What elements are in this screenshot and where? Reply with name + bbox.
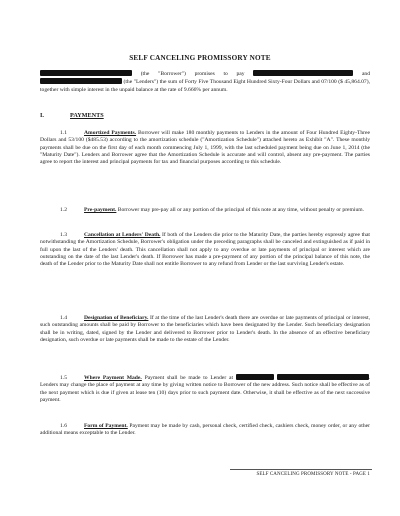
paragraph-text: Borrower may pre-pay all or any portion of the principal of this note at any time, without penalty or premium. — [116, 207, 364, 213]
paragraph-text: If at the time of the last Lender's death there are overdue or late payments of principal or interest, such outstanding amounts shall be paid by Borrower to the beneficiaries which have been designated by the Lender. Such beneficiary designation shall be in writing, dated, signed by the Lender and delivered to Borrower prior to Lender's death. In the absence of an effective beneficiary designation, such overdue or late payments shall be made to the estate of the Lender. — [40, 315, 371, 344]
paragraph-heading: Amortized Payments. — [84, 130, 137, 136]
paragraph-text-continued: . Lenders may change the place of payment at any time by giving written notice to Borrower of the new address. Such notice shall be effective as of the next payment which is due if given at lease ten (10) days prior to such payment date. Otherwise, it shall be effective as of the next successive payment. — [40, 375, 370, 404]
paragraph-1-2 — [40, 207, 370, 214]
paragraph-number: 1.2 — [60, 207, 67, 213]
intro-text-2: and — [361, 71, 371, 77]
paragraph-heading: Where Payment Made. — [84, 375, 142, 381]
paragraph-1-3 — [40, 232, 370, 269]
intro-paragraph — [40, 70, 370, 94]
paragraph-number: 1.3 — [60, 232, 67, 238]
redacted-lender-name-2 — [40, 78, 122, 84]
paragraph-text: Payment may be made by cash, personal check, certified check, cashiers check, money order, or any other additional means exceptable to the Lender. — [40, 423, 370, 437]
paragraph-heading: Designation of Beneficiary. — [84, 315, 149, 321]
paragraph-number: 1.1 — [60, 130, 67, 136]
paragraph-heading: Form of Payment. — [84, 423, 128, 429]
redacted-address-1 — [236, 374, 274, 380]
page-footer: SELF CANCELING PROMISSORY NOTE - PAGE 1 — [256, 472, 370, 477]
paragraph-text: Payment shall be made to Lender at — [141, 375, 234, 381]
paragraph-1-4 — [40, 315, 370, 344]
section-number: I. — [40, 112, 44, 119]
paragraph-number: 1.6 — [60, 423, 67, 429]
paragraph-number: 1.4 — [60, 315, 67, 321]
section-label: PAYMENTS — [70, 112, 104, 119]
paragraph-text: Borrower will make 180 monthly payments to Lenders in the amount of Four Hundred Eighty-Three Dollars and 53/100 ($485.53) according to the amortization schedule ("Amortization Schedule") attached hereto as Exhibit "A". These monthly payments shall be due on the first day of each month commencing July 1, 1999, with the last scheduled payment being due on June 1, 2014 (the "Maturity Date"). Lenders and Borrower agree that the Amortization Schedule is accurate and will control, absent any pre-payment. The parties agree to report the interest and principal payments for tax and financial purposes according to this schedule. — [40, 130, 370, 166]
paragraph-number: 1.5 — [60, 375, 67, 381]
paragraph-text: If both of the Lenders die prior to the Maturity Date, the parties hereby expressly agree that notwithstanding the Amortization Schedule, Borrower's obligation under the preceding paragraphs shall be canceled and extinguished as if paid in full upon the last of the Lenders' death. This cancellation shall not apply to any overdue or late payments of principal or interest which are outstanding on the date of the last Lender's death. If Borrower has made a pre-payment of any portion of the principal balance of this note, the death of the Lender prior to the Maturity Date shall not entitle Borrower to any refund from Lender or the last surviving Lender's estate. — [40, 232, 370, 268]
redacted-lender-name-1 — [253, 70, 353, 76]
redacted-borrower-name — [40, 70, 132, 76]
footer-divider — [230, 469, 372, 470]
paragraph-heading: Pre-payment. — [84, 207, 117, 213]
paragraph-1-6 — [40, 423, 370, 438]
paragraph-1-5 — [40, 374, 370, 404]
section-heading — [40, 112, 104, 119]
document-title: SELF CANCELING PROMISSORY NOTE — [129, 54, 271, 62]
paragraph-1-1 — [40, 130, 370, 167]
intro-text-1: (the "Borrower") promises to pay — [140, 71, 245, 77]
intro-text-3: (the "Lenders") the sum of Forty Five Thousand Eight Hundred Sixty-Four Dollars and 07/100 ($ 45,864.07), together with simple interest in the unpaid balance at the rate of 9.666% per annum. — [40, 79, 370, 93]
paragraph-heading: Cancellation at Lenders' Death. — [84, 232, 161, 238]
redacted-address-2 — [277, 374, 369, 380]
